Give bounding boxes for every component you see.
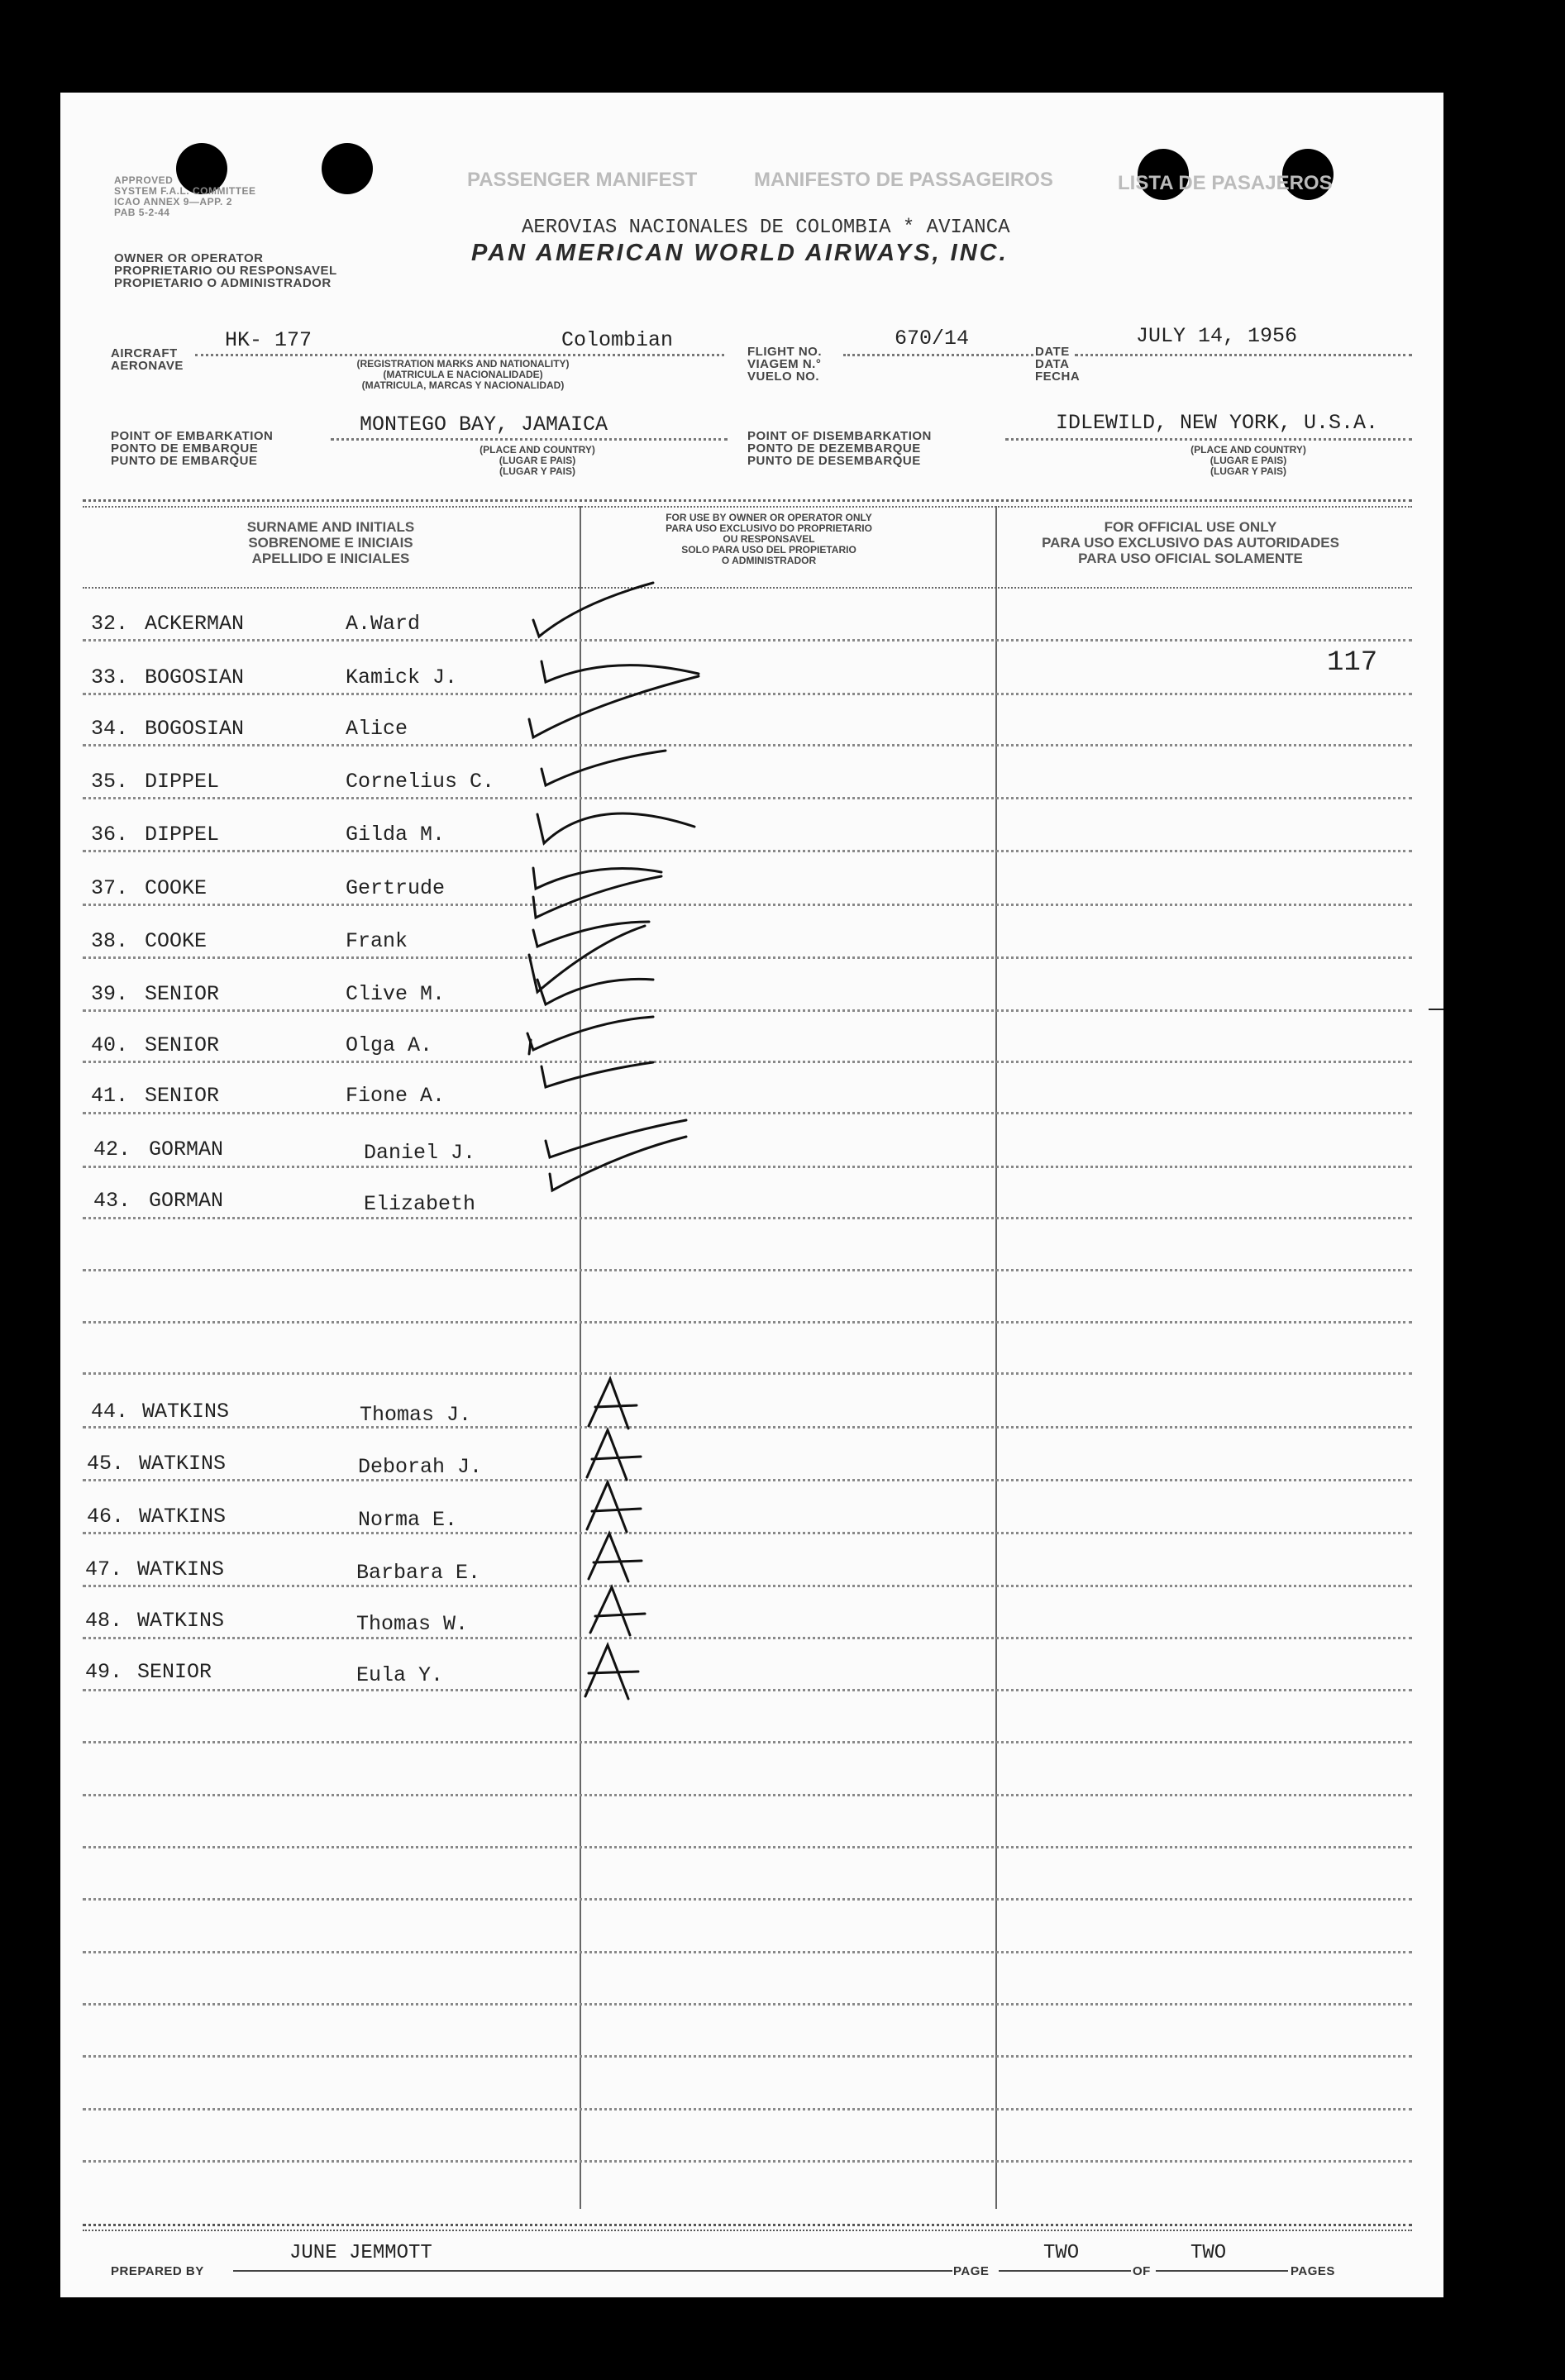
a-mark: [585, 1645, 638, 1699]
passenger-given: Barbara E.: [356, 1561, 481, 1585]
passenger-surname: SENIOR: [145, 982, 220, 1006]
passenger-given: Elizabeth: [364, 1192, 476, 1216]
embarkation-value: MONTEGO BAY, JAMAICA: [360, 413, 608, 436]
check-mark: [529, 1040, 531, 1054]
passenger-num: 33.: [91, 665, 129, 689]
operator-line-1: AEROVIAS NACIONALES DE COLOMBIA * AVIANCA: [522, 217, 1010, 239]
official-number: 117: [1327, 647, 1378, 679]
passenger-given: Thomas W.: [356, 1612, 469, 1636]
passenger-surname: BOGOSIAN: [145, 717, 245, 741]
passenger-given: Gertrude: [346, 876, 446, 900]
check-mark: [542, 751, 666, 785]
passenger-given: Thomas J.: [360, 1403, 472, 1427]
of-label: OF: [1133, 2264, 1151, 2278]
title-passenger-manifest: PASSENGER MANIFEST: [467, 169, 698, 191]
title-manifesto: MANIFESTO DE PASSAGEIROS: [754, 169, 1053, 191]
passenger-num: 40.: [91, 1033, 129, 1057]
embarkation-label: POINT OF EMBARKATION PONTO DE EMBARQUE PUNTO DE EMBARQUE: [111, 429, 274, 468]
passenger-given: Eula Y.: [356, 1663, 444, 1687]
check-mark: [533, 868, 661, 889]
passenger-given: Cornelius C.: [346, 770, 495, 794]
page-label: PAGE: [953, 2264, 990, 2278]
check-mark: [527, 1017, 653, 1050]
passenger-given: Deborah J.: [358, 1455, 483, 1479]
owner-label: OWNER OR OPERATOR PROPRIETARIO OU RESPONSAVEL PROPIETARIO O ADMINISTRADOR: [114, 251, 337, 290]
passenger-num: 45.: [87, 1452, 125, 1476]
passenger-num: 42.: [93, 1138, 131, 1161]
check-mark: [533, 583, 653, 637]
passenger-surname: WATKINS: [139, 1505, 227, 1529]
embarkation-sub: (PLACE AND COUNTRY) (LUGAR E PAIS) (LUGAR Y PAIS): [480, 444, 595, 477]
disembarkation-sub: (PLACE AND COUNTRY) (LUGAR E PAIS) (LUGAR Y PAIS): [1190, 444, 1306, 477]
operator-line-2: PAN AMERICAN WORLD AIRWAYS, INC.: [471, 240, 1009, 266]
passenger-surname: WATKINS: [142, 1400, 230, 1424]
page-total: TWO: [1190, 2242, 1227, 2264]
passenger-num: 44.: [91, 1400, 129, 1424]
passenger-num: 46.: [87, 1505, 125, 1529]
passenger-surname: COOKE: [145, 876, 208, 900]
date-label: DATE DATA FECHA: [1035, 345, 1081, 384]
check-mark: [529, 676, 699, 737]
passenger-num: 41.: [91, 1084, 129, 1108]
check-mark: [537, 979, 653, 1004]
approval-block: APPROVED SYSTEM F.A.L. COMMITTEE ICAO ANNEX 9—APP. 2 PAB 5-2-44: [114, 174, 256, 218]
passenger-given: Gilda M.: [346, 823, 446, 847]
passenger-surname: ACKERMAN: [145, 612, 245, 636]
header-official-use: FOR OFFICIAL USE ONLY PARA USO EXCLUSIVO DAS AUTORIDADES PARA USO OFICIAL SOLAMENTE: [1042, 519, 1339, 566]
page-number: TWO: [1043, 2242, 1080, 2264]
prepared-by: JUNE JEMMOTT: [289, 2242, 432, 2264]
passenger-surname: GORMAN: [149, 1189, 224, 1213]
passenger-given: A.Ward: [346, 612, 421, 636]
flight-number: 670/14: [895, 327, 970, 351]
check-mark: [533, 922, 649, 947]
a-mark: [589, 1379, 637, 1428]
passenger-num: 36.: [91, 823, 129, 847]
passenger-surname: DIPPEL: [145, 823, 220, 847]
passenger-num: 35.: [91, 770, 129, 794]
passenger-given: Clive M.: [346, 982, 446, 1006]
check-mark: [550, 1137, 686, 1190]
passenger-surname: SENIOR: [145, 1084, 220, 1108]
header-operator-use: FOR USE BY OWNER OR OPERATOR ONLY PARA USO EXCLUSIVO DO PROPRIETARIO OU RESPONSAVEL SOLO PARA USO DEL PROPIETARIO O ADMINISTRADOR: [666, 512, 872, 566]
passenger-num: 34.: [91, 717, 129, 741]
passenger-surname: GORMAN: [149, 1138, 224, 1161]
prepared-label: PREPARED BY: [111, 2264, 204, 2278]
passenger-num: 48.: [85, 1609, 123, 1633]
aircraft-label: AIRCRAFT AERONAVE: [111, 346, 184, 373]
passenger-surname: SENIOR: [145, 1033, 220, 1057]
check-mark: [546, 1120, 686, 1157]
aircraft-nationality: Colombian: [561, 328, 674, 352]
passenger-num: 39.: [91, 982, 129, 1006]
passenger-surname: WATKINS: [139, 1452, 227, 1476]
passenger-given: Alice: [346, 717, 408, 741]
aircraft-sub: (REGISTRATION MARKS AND NATIONALITY) (MATRICULA E NACIONALIDADE) (MATRICULA, MARCAS Y NACIONALIDAD): [356, 358, 570, 391]
date-value: JULY 14, 1956: [1136, 324, 1298, 348]
passenger-given: Frank: [346, 929, 408, 953]
passenger-num: 32.: [91, 612, 129, 636]
aircraft-registration: HK- 177: [225, 328, 313, 352]
passenger-surname: BOGOSIAN: [145, 665, 245, 689]
a-mark: [587, 1430, 641, 1480]
disembarkation-label: POINT OF DISEMBARKATION PONTO DE DEZEMBARQUE PUNTO DE DESEMBARQUE: [747, 429, 932, 468]
passenger-num: 38.: [91, 929, 129, 953]
passenger-surname: SENIOR: [137, 1660, 212, 1684]
check-mark: [529, 926, 645, 992]
passenger-given: Daniel J.: [364, 1141, 476, 1165]
header-names: SURNAME AND INITIALS SOBRENOME E INICIAIS APELLIDO E INICIALES: [246, 519, 415, 566]
passenger-given: Olga A.: [346, 1033, 433, 1057]
passenger-surname: WATKINS: [137, 1557, 225, 1581]
pages-label: PAGES: [1291, 2264, 1335, 2278]
passenger-given: Fione A.: [346, 1084, 446, 1108]
passenger-num: 47.: [85, 1557, 123, 1581]
check-mark: [542, 1062, 653, 1087]
a-mark: [587, 1482, 641, 1532]
title-lista: LISTA DE PASAJEROS: [1118, 172, 1333, 194]
passenger-surname: WATKINS: [137, 1609, 225, 1633]
passenger-num: 49.: [85, 1660, 123, 1684]
passenger-surname: COOKE: [145, 929, 208, 953]
check-mark: [537, 813, 694, 843]
disembarkation-value: IDLEWILD, NEW YORK, U.S.A.: [1056, 411, 1379, 435]
passenger-num: 37.: [91, 876, 129, 900]
passenger-given: Norma E.: [358, 1508, 458, 1532]
check-mark: [542, 661, 699, 682]
passenger-surname: DIPPEL: [145, 770, 220, 794]
a-mark: [590, 1587, 645, 1635]
flight-label: FLIGHT NO. VIAGEM N.° VUELO NO.: [747, 345, 822, 384]
passenger-given: Kamick J.: [346, 665, 458, 689]
a-mark: [589, 1533, 642, 1581]
passenger-num: 43.: [93, 1189, 131, 1213]
